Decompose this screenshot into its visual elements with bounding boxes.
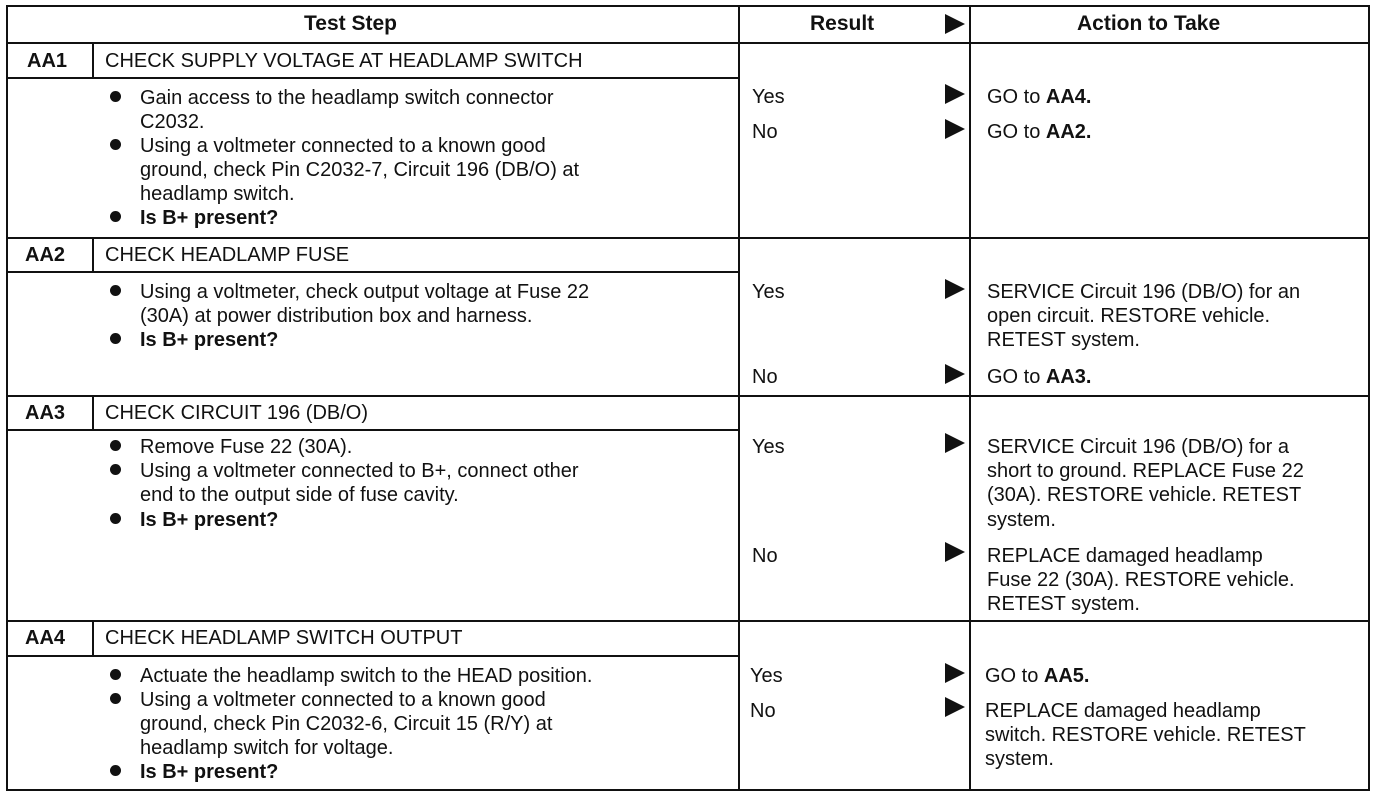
result-column-border (969, 5, 971, 791)
header-bottom-border (6, 42, 1370, 44)
step-id: AA1 (27, 50, 68, 72)
bullet-text: Gain access to the headlamp switch connector (140, 87, 554, 109)
bullet-icon (110, 464, 121, 475)
section-divider (6, 237, 1370, 239)
action-text: SERVICE Circuit 196 (DB/O) for an (987, 281, 1301, 303)
action-text: RETEST system. (987, 329, 1140, 351)
bullet-text: headlamp switch for voltage. (140, 737, 394, 759)
bullet-icon (110, 765, 121, 776)
result-arrow-icon (945, 84, 965, 104)
section-divider (6, 620, 1370, 622)
header-result: Result (810, 12, 875, 35)
table-left-border (6, 5, 8, 791)
result-label: No (750, 700, 776, 722)
result-arrow-icon (945, 433, 965, 453)
action-text: GO to AA3. (987, 366, 1092, 388)
step-title: CHECK HEADLAMP FUSE (105, 244, 350, 266)
bullet-icon (110, 669, 121, 680)
bullet-text: Remove Fuse 22 (30A). (140, 436, 353, 458)
step-id-divider (92, 620, 94, 657)
bullet-text: end to the output side of fuse cavity. (140, 484, 459, 506)
bullet-question: Is B+ present? (140, 207, 279, 229)
step-id-divider (92, 42, 94, 79)
bullet-question: Is B+ present? (140, 509, 279, 531)
step-id-divider (92, 395, 94, 431)
bullet-icon (110, 211, 121, 222)
action-text: REPLACE damaged headlamp (985, 700, 1261, 722)
result-label: No (752, 545, 778, 567)
table-bottom-border (6, 789, 1370, 791)
action-text: REPLACE damaged headlamp (987, 545, 1263, 567)
bullet-text: Using a voltmeter connected to a known good (140, 689, 546, 711)
bullet-text: Using a voltmeter connected to a known good (140, 135, 546, 157)
action-text: (30A). RESTORE vehicle. RETEST (987, 484, 1302, 506)
action-text: system. (987, 509, 1056, 531)
bullet-icon (110, 91, 121, 102)
action-text: GO to AA2. (987, 121, 1092, 143)
bullet-text: Using a voltmeter, check output voltage at Fuse 22 (140, 281, 590, 303)
section-divider (6, 395, 1370, 397)
header-arrow-icon (945, 14, 965, 34)
bullet-icon (110, 440, 121, 451)
action-text: GO to AA5. (985, 665, 1090, 687)
result-arrow-icon (945, 663, 965, 683)
step-title: CHECK SUPPLY VOLTAGE AT HEADLAMP SWITCH (105, 50, 583, 72)
result-label: Yes (750, 665, 783, 687)
step-id: AA3 (25, 402, 66, 424)
step-title-underline (6, 655, 740, 657)
bullet-icon (110, 333, 121, 344)
result-arrow-icon (945, 364, 965, 384)
bullet-text: ground, check Pin C2032-6, Circuit 15 (R/Y) at (140, 713, 553, 735)
result-arrow-icon (945, 279, 965, 299)
result-label: Yes (752, 436, 785, 458)
action-text: SERVICE Circuit 196 (DB/O) for a (987, 436, 1289, 458)
header-test-step: Test Step (304, 12, 397, 35)
result-label: No (752, 366, 778, 388)
bullet-text: Using a voltmeter connected to B+, connect other (140, 460, 579, 482)
bullet-text: C2032. (140, 111, 205, 133)
table-top-border (6, 5, 1370, 7)
result-label: Yes (752, 281, 785, 303)
step-id-divider (92, 237, 94, 273)
result-arrow-icon (945, 119, 965, 139)
action-text: open circuit. RESTORE vehicle. (987, 305, 1271, 327)
bullet-question: Is B+ present? (140, 761, 279, 783)
bullet-icon (110, 513, 121, 524)
action-text: switch. RESTORE vehicle. RETEST (985, 724, 1306, 746)
action-text: system. (985, 748, 1054, 770)
result-label: Yes (752, 86, 785, 108)
bullet-text: headlamp switch. (140, 183, 295, 205)
action-text: short to ground. REPLACE Fuse 22 (987, 460, 1304, 482)
result-arrow-icon (945, 697, 965, 717)
test-step-column-border (738, 5, 740, 791)
bullet-icon (110, 693, 121, 704)
table-right-border (1368, 5, 1370, 791)
step-title: CHECK HEADLAMP SWITCH OUTPUT (105, 627, 463, 649)
step-id: AA2 (25, 244, 66, 266)
action-text: Fuse 22 (30A). RESTORE vehicle. (987, 569, 1295, 591)
action-text: GO to AA4. (987, 86, 1092, 108)
bullet-icon (110, 139, 121, 150)
step-title: CHECK CIRCUIT 196 (DB/O) (105, 402, 369, 424)
bullet-text: Actuate the headlamp switch to the HEAD position. (140, 665, 593, 687)
step-title-underline (6, 429, 740, 431)
bullet-icon (110, 285, 121, 296)
bullet-text: ground, check Pin C2032-7, Circuit 196 (DB/O) at (140, 159, 580, 181)
bullet-question: Is B+ present? (140, 329, 279, 351)
bullet-text: (30A) at power distribution box and harness. (140, 305, 533, 327)
result-label: No (752, 121, 778, 143)
header-action-to-take: Action to Take (1077, 12, 1221, 35)
step-title-underline (6, 271, 740, 273)
result-arrow-icon (945, 542, 965, 562)
step-title-underline (6, 77, 740, 79)
action-text: RETEST system. (987, 593, 1140, 615)
step-id: AA4 (25, 627, 66, 649)
